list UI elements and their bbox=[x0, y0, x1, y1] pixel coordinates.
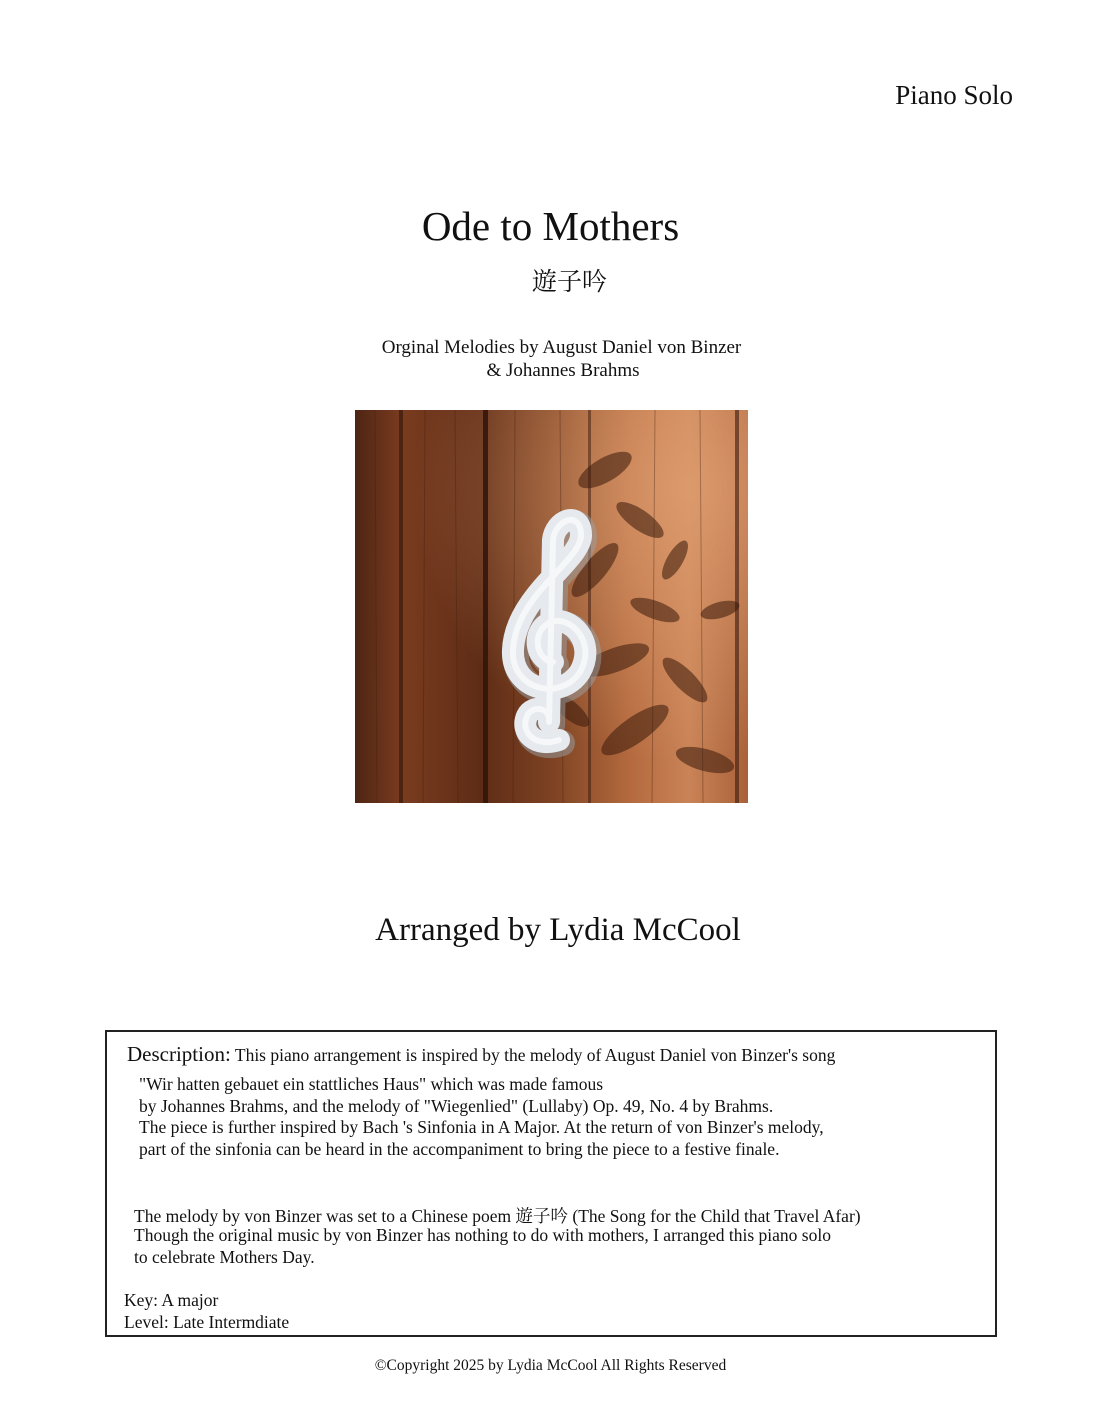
description-text: This piano arrangement is inspired by the melody of August Daniel von Binzer's song bbox=[234, 1045, 836, 1065]
description-line: The piece is further inspired by Bach 's Sinfonia in A Major. At the return of von Binzer's melody, bbox=[139, 1117, 824, 1137]
piano-solo-label: Piano Solo bbox=[895, 80, 1013, 110]
composer-credit-line-2: & Johannes Brahms bbox=[486, 360, 640, 381]
description-line: to celebrate Mothers Day. bbox=[134, 1247, 315, 1267]
cover-photo-treble-clef bbox=[355, 410, 748, 803]
composer-credit-line-1: Orginal Melodies by August Daniel von Binzer bbox=[381, 337, 742, 358]
description-line: "Wir hatten gebauet ein stattliches Haus" which was made famous bbox=[139, 1074, 604, 1094]
chinese-subtitle: 遊子吟 bbox=[531, 267, 607, 296]
description-label: Description: bbox=[127, 1042, 231, 1066]
description-line bbox=[127, 1042, 835, 1067]
key-info: Key: A major bbox=[124, 1290, 219, 1310]
arranger-credit: Arranged by Lydia McCool bbox=[375, 912, 741, 948]
description-line: The melody by von Binzer was set to a Chinese poem 遊子吟 (The Song for the Child that Travel Afar) bbox=[134, 1206, 861, 1226]
level-info: Level: Late Intermdiate bbox=[124, 1312, 290, 1332]
description-line: part of the sinfonia can be heard in the accompaniment to bring the piece to a festive finale. bbox=[139, 1139, 780, 1159]
description-box bbox=[105, 1030, 997, 1337]
description-line: by Johannes Brahms, and the melody of "Wiegenlied" (Lullaby) Op. 49, No. 4 by Brahms. bbox=[139, 1096, 774, 1116]
copyright-notice: ©Copyright 2025 by Lydia McCool All Rights Reserved bbox=[374, 1357, 727, 1374]
page-title: Ode to Mothers bbox=[421, 203, 680, 249]
description-line: Though the original music by von Binzer has nothing to do with mothers, I arranged this piano solo bbox=[134, 1225, 831, 1245]
